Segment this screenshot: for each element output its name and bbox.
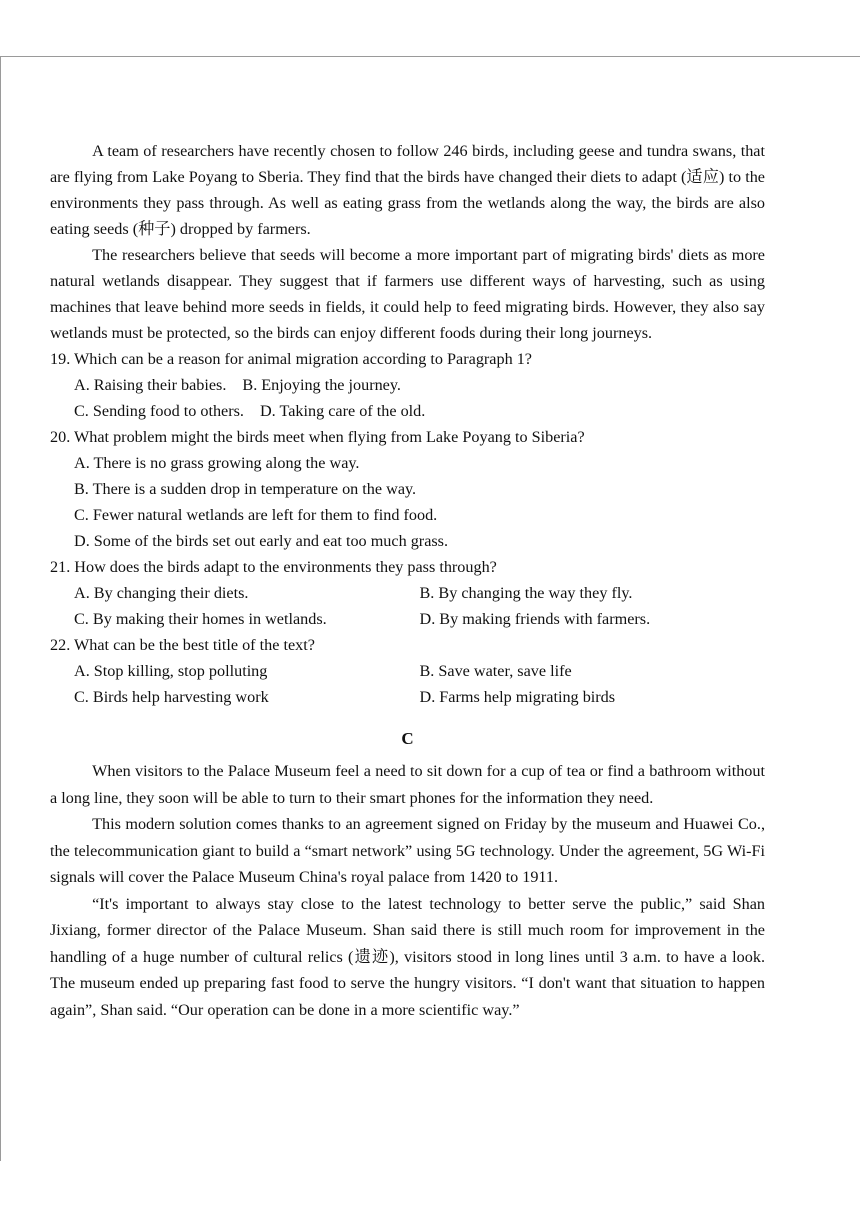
passage-c-paragraph-1: When visitors to the Palace Museum feel a need to sit down for a cup of tea or find a bathroom without a long line, they soon will be able to turn to their smart phones for the information they need. <box>50 762 765 807</box>
option-a: A. Raising their babies. <box>74 376 227 394</box>
option-c: C. Fewer natural wetlands are left for them to find food. <box>74 506 438 524</box>
passage-c-paragraph-2: This modern solution comes thanks to an agreement signed on Friday by the museum and Huawei Co., the telecommunication giant to build a “smart network” using 5G technology. Under the agreement, 5G Wi-Fi signals will cover the Palace Museum China's royal palace from 1420 to 1911. <box>50 815 765 886</box>
exam-page <box>50 138 765 1023</box>
option-a: A. There is no grass growing along the way. <box>74 454 360 472</box>
passage-b-paragraph-1: A team of researchers have recently chosen to follow 246 birds, including geese and tundra swans, that are flying from Lake Poyang to Sberia. They find that the birds have changed their diets to adapt (适应) to the environments they pass through. As well as eating grass from the wetlands along the way, the birds are also eating seeds (种子) dropped by farmers. <box>50 142 765 238</box>
option-a: A. Stop killing, stop polluting <box>74 662 268 680</box>
option-c: C. Birds help harvesting work <box>74 688 269 706</box>
question-stem: 20. What problem might the birds meet when flying from Lake Poyang to Siberia? <box>50 428 585 446</box>
option-row <box>50 684 765 710</box>
question-20 <box>50 424 765 554</box>
option-row <box>50 580 765 606</box>
option-row <box>50 372 765 398</box>
option-d: D. Farms help migrating birds <box>419 688 616 706</box>
option-row <box>50 606 765 632</box>
question-19 <box>50 346 765 424</box>
option-d: D. Taking care of the old. <box>259 402 426 420</box>
section-heading-c: C <box>401 729 414 748</box>
option-a: A. By changing their diets. <box>74 584 249 602</box>
page-top-border <box>0 56 860 57</box>
option-c: C. Sending food to others. <box>74 402 244 420</box>
question-21 <box>50 554 765 632</box>
passage-c-paragraph-3: “It's important to always stay close to the latest technology to better serve the public,” said Shan Jixiang, former director of the Palace Museum. Shan said there is still much room for improvement in the handling of a huge number of cultural relics (遗迹), visitors stood in long lines until 3 a.m. to have a look. The museum ended up preparing fast food to serve the hungry visitors. “I don't want that situation to happen again”, Shan said. “Our operation can be done in a more scientific way.” <box>50 894 765 1019</box>
option-c: C. By making their homes in wetlands. <box>74 610 327 628</box>
option-b: B. There is a sudden drop in temperature on the way. <box>74 480 417 498</box>
option-row <box>50 398 765 424</box>
question-stem: 22. What can be the best title of the text? <box>50 636 315 654</box>
option-d: D. By making friends with farmers. <box>419 610 651 628</box>
question-stem: 21. How does the birds adapt to the environments they pass through? <box>50 558 497 576</box>
question-stem: 19. Which can be a reason for animal migration according to Paragraph 1? <box>50 350 532 368</box>
option-d: D. Some of the birds set out early and eat too much grass. <box>74 532 449 550</box>
option-row <box>50 658 765 684</box>
passage-b-paragraph-2: The researchers believe that seeds will become a more important part of migrating birds' diets as more natural wetlands disappear. They suggest that if farmers use different ways of harvesting, such as using machines that leave behind more seeds in fields, it could help to feed migrating birds. However, they also say wetlands must be protected, so the birds can enjoy different foods during their long journeys. <box>50 246 765 342</box>
option-b: B. Save water, save life <box>419 662 572 680</box>
page-left-border <box>0 56 1 1161</box>
question-22 <box>50 632 765 710</box>
option-b: B. By changing the way they fly. <box>419 584 633 602</box>
option-b: B. Enjoying the journey. <box>242 376 401 394</box>
